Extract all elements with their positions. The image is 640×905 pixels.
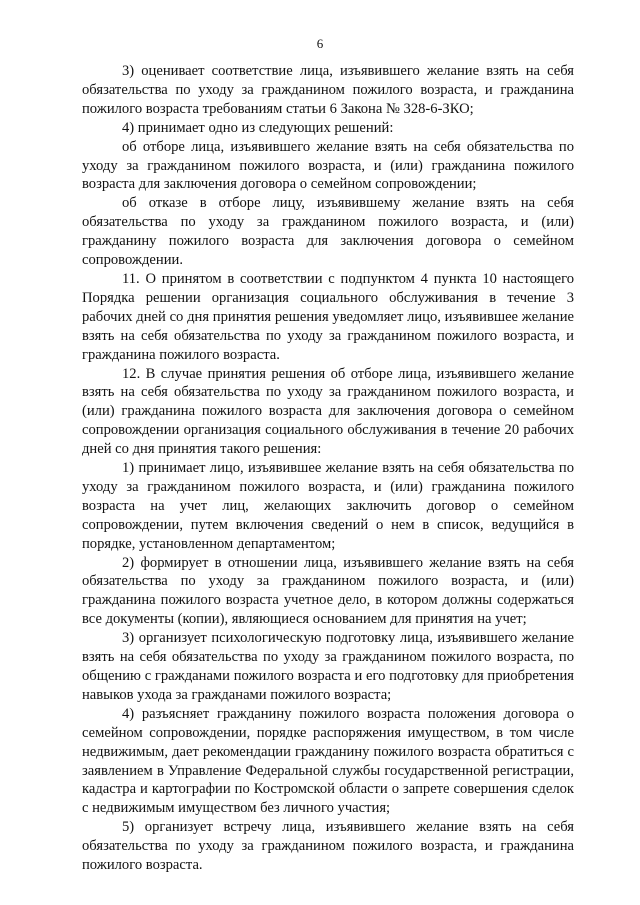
page-number: 6 — [316, 36, 324, 51]
paragraph-clause-12-item-1: 1) принимает лицо, изъявившее желание взять на себя обязательства по уходу за гражданином пожилого возраста, и (или) гражданина пожилого возраста на учет лиц, желающих заключить договор о семейном сопровождении, путем включения сведений о нем в список, ведущийся в порядке, установленном департаментом; — [82, 460, 574, 552]
paragraph-item-4-decisions: 4) принимает одно из следующих решений: — [122, 119, 394, 136]
paragraph-clause-12-item-5: 5) организует встречу лица, изъявившего желание взять на себя обязательства по уходу за гражданином пожилого возраста, и гражданина пожилого возраста. — [82, 819, 574, 874]
paragraph-decision-selection: об отборе лица, изъявившего желание взять на себя обязательства по уходу за гражданином пожилого возраста, и (или) гражданина пожилого возраста для заключения договора о семейном сопровождении; — [82, 138, 574, 193]
paragraph-clause-11: 11. О принятом в соответствии с подпунктом 4 пункта 10 настоящего Порядка решении организация социального обслуживания в течение 3 рабочих дней со дня принятия решения уведомляет лицо, изъявившее желание взять на себя обязательства по уходу за гражданином пожилого возраста, и гражданина пожилого возраста. — [82, 270, 574, 363]
document-body — [82, 62, 574, 875]
paragraph-clause-12: 12. В случае принятия решения об отборе лица, изъявившего желание взять на себя обязательства по уходу за гражданином пожилого возраста, и (или) гражданина пожилого возраста для заключения договора о семейном сопровождении организация социального обслуживания в течение 20 рабочих дней со дня принятия такого решения: — [82, 365, 574, 458]
paragraph-item-3-assess: 3) оценивает соответствие лица, изъявившего желание взять на себя обязательства по уходу за гражданином пожилого возраста, и гражданина пожилого возраста требованиям статьи 6 Закона № 328-6-ЗКО; — [82, 63, 574, 117]
paragraph-clause-12-item-3: 3) организует психологическую подготовку лица, изъявившего желание взять на себя обязательства по уходу за гражданином пожилого возраста, по общению с гражданами пожилого возраста и его подготовку для приобретения навыков ухода за гражданами пожилого возраста; — [82, 630, 574, 703]
paragraph-clause-12-item-2: 2) формирует в отношении лица, изъявившего желание взять на себя обязательства по уходу за гражданином пожилого возраста, и (или) гражданина пожилого возраста учетное дело, в котором должны содержаться все документы (копии), являющиеся основанием для принятия на учет; — [82, 554, 574, 628]
paragraph-decision-refusal: об отказе в отборе лицу, изъявившему желание взять на себя обязательства по уходу за гражданином пожилого возраста, и (или) гражданину пожилого возраста для заключения договора о семейном сопровождении. — [82, 195, 574, 269]
paragraph-clause-12-item-4: 4) разъясняет гражданину пожилого возраста положения договора о семейном сопровождении, порядке распоряжения имуществом, в том числе недвижимым, дает рекомендации гражданину пожилого возраста обратиться с заявлением в Управление Федеральной службы государственной регистрации, кадастра и картографии по Костромской области о запрете совершения сделок с недвижимым имуществом без личного участия; — [82, 705, 574, 817]
